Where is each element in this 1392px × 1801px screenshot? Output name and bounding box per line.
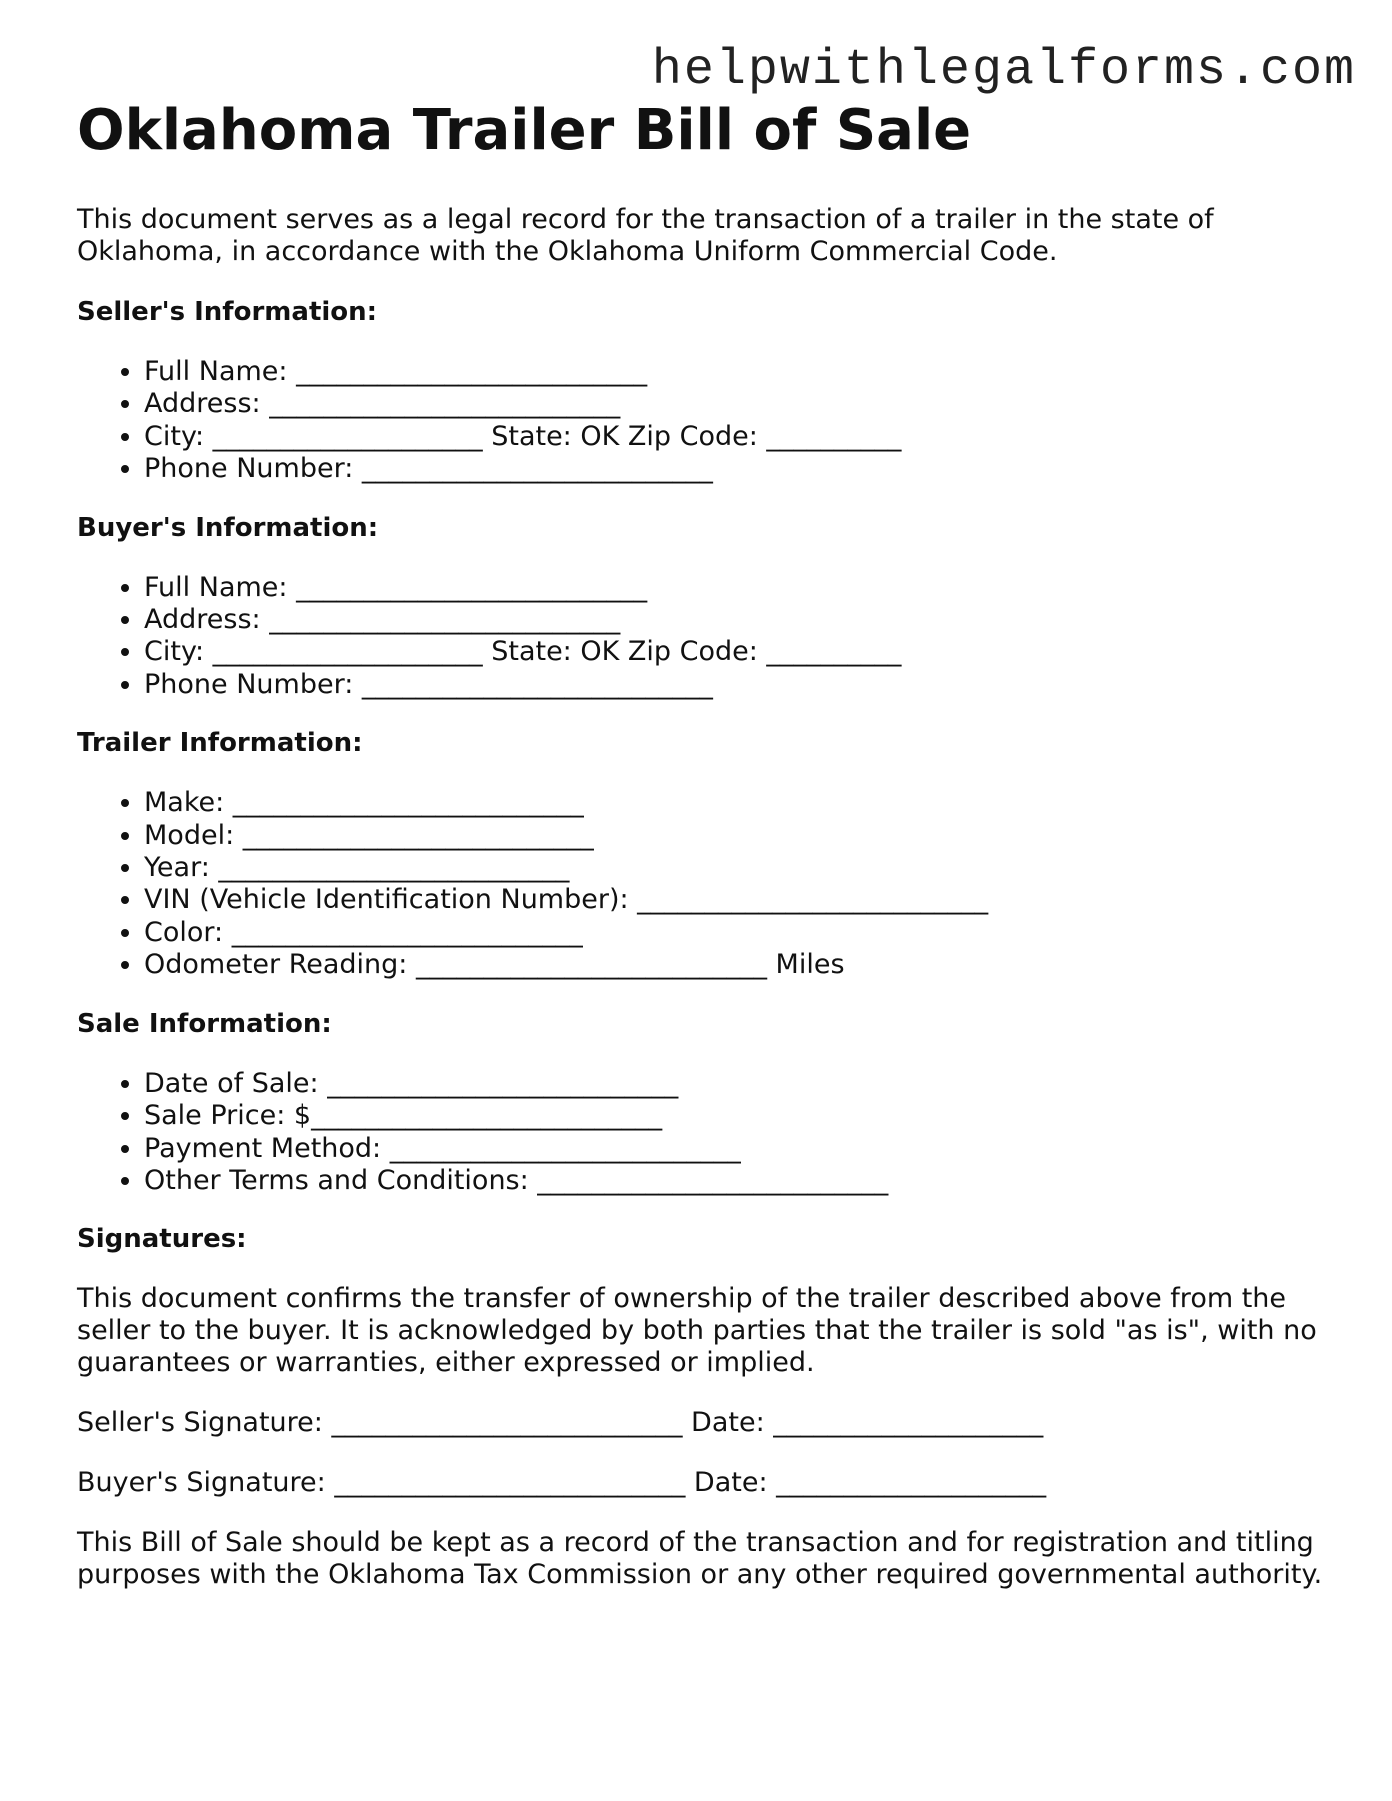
- sale-field-list: [77, 1068, 1337, 1198]
- trailer-odometer-field: • Odometer Reading: __________________________ Miles: [144, 949, 1337, 981]
- trailer-heading: Trailer Information:: [77, 728, 363, 759]
- seller-city-field: • City: ____________________ State: OK Zip Code: __________: [144, 421, 1337, 453]
- trailer-vin-field: • VIN (Vehicle Identification Number): __________________________: [144, 884, 1337, 916]
- watermark: helpwithlegalforms.com: [651, 42, 1356, 99]
- trailer-model-field: • Model: __________________________: [144, 820, 1337, 852]
- other-terms-field: • Other Terms and Conditions: __________________________: [144, 1165, 1337, 1197]
- seller-field-list: [77, 356, 1337, 486]
- intro-paragraph: This document serves as a legal record for the transaction of a trailer in the state of Oklahoma, in accordance with the Oklahoma Uniform Commercial Code.: [77, 204, 1214, 267]
- document-page: [77, 96, 1337, 1591]
- seller-heading: Seller's Information:: [77, 297, 378, 327]
- trailer-year-field: • Year: __________________________: [144, 852, 1337, 884]
- buyer-signature-line: Buyer's Signature: __________________________ Date: ____________________: [77, 1467, 1047, 1499]
- sale-price-field: • Sale Price: $__________________________: [144, 1100, 1337, 1132]
- seller-address-field: • Address: __________________________: [144, 388, 1337, 420]
- page-title: Oklahoma Trailer Bill of Sale: [77, 98, 972, 163]
- trailer-field-list: [77, 787, 1337, 981]
- closing-paragraph: This Bill of Sale should be kept as a record of the transaction and for registration and titling purposes with the Oklahoma Tax Commission or any other required governmental authority.: [77, 1527, 1323, 1591]
- signatures-paragraph: This document confirms the transfer of ownership of the trailer described above from the seller to the buyer. It is acknowledged by both parties that the trailer is sold "as is", with no guarantees or warranties, either expressed or implied.: [77, 1283, 1317, 1379]
- sale-heading: Sale Information:: [77, 1008, 332, 1039]
- signatures-heading: Signatures:: [77, 1224, 247, 1255]
- seller-full-name-field: • Full Name: __________________________: [144, 356, 1337, 388]
- seller-signature-line: Seller's Signature: __________________________ Date: ____________________: [77, 1407, 1044, 1439]
- trailer-color-field: • Color: __________________________: [144, 917, 1337, 949]
- trailer-make-field: • Make: __________________________: [144, 787, 1337, 819]
- buyer-heading: Buyer's Information:: [77, 512, 379, 543]
- sale-date-field: • Date of Sale: __________________________: [144, 1068, 1337, 1100]
- buyer-city-field: • City: ____________________ State: OK Zip Code: __________: [144, 636, 1337, 668]
- buyer-phone-field: • Phone Number: __________________________: [144, 669, 1337, 701]
- seller-phone-field: • Phone Number: __________________________: [144, 453, 1337, 485]
- buyer-full-name-field: • Full Name: __________________________: [144, 572, 1337, 604]
- payment-method-field: • Payment Method: __________________________: [144, 1133, 1337, 1165]
- buyer-field-list: [77, 572, 1337, 702]
- buyer-address-field: • Address: __________________________: [144, 604, 1337, 636]
